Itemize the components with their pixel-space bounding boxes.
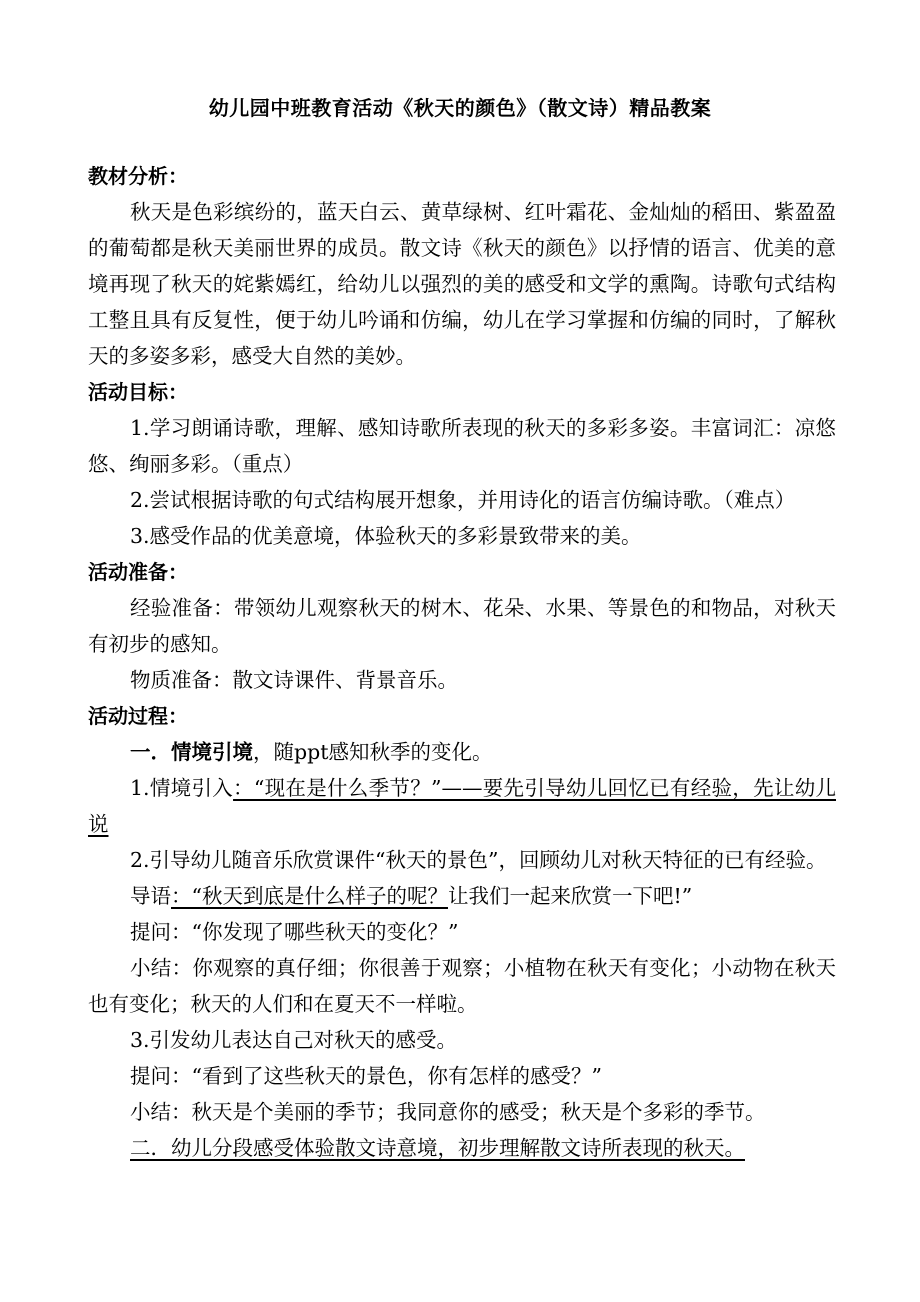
process-guide <box>88 878 836 914</box>
document-body <box>88 158 836 1166</box>
section-2-text: 二．幼儿分段感受体验散文诗意境，初步理解散文诗所表现的秋天。 <box>130 1136 745 1160</box>
experience-preparation: 经验准备：带领幼儿观察秋天的树木、花朵、水果、等景色的和物品，对秋天有初步的感知。 <box>88 596 836 656</box>
process-summary-2: 小结：秋天是个美丽的季节；我同意你的感受；秋天是个多彩的季节。 <box>130 1100 766 1124</box>
step-1-underlined: ：“现在是什么季节？”——要先引导幼儿回忆已有经验，先让幼儿说 <box>88 776 836 836</box>
preparation-heading: 活动准备： <box>88 560 188 584</box>
process-question-2: 提问：“看到了这些秋天的景色，你有怎样的感受？” <box>130 1064 602 1088</box>
section-1-title: 一．情境引境 <box>130 740 253 764</box>
process-step-2: 2.引导幼儿随音乐欣赏课件“秋天的景色”，回顾幼儿对秋天特征的已有经验。 <box>130 848 827 872</box>
guide-prefix: 导语 <box>130 884 171 908</box>
material-analysis-heading: 教材分析： <box>88 164 188 188</box>
process-section-1 <box>88 734 836 770</box>
document-title: 幼儿园中班教育活动《秋天的颜色》（散文诗）精品教案 <box>208 96 712 120</box>
process-step-1 <box>88 770 836 842</box>
material-analysis-paragraph: 秋天是色彩缤纷的，蓝天白云、黄草绿树、红叶霜花、金灿灿的稻田、紫盈盈的葡萄都是秋天美丽世界的成员。散文诗《秋天的颜色》以抒情的语言、优美的意境再现了秋天的姹紫嫣红，给幼儿以强烈的美的感受和文学的熏陶。诗歌句式结构工整且具有反复性，便于幼儿吟诵和仿编，幼儿在学习掌握和仿编的同时，了解秋天的多姿多彩，感受大自然的美妙。 <box>88 200 836 368</box>
guide-underlined: ：“秋天到底是什么样子的呢？ <box>171 884 448 908</box>
material-preparation: 物质准备：散文诗课件、背景音乐。 <box>130 668 458 692</box>
goal-item-1: 1.学习朗诵诗歌，理解、感知诗歌所表现的秋天的多彩多姿。丰富词汇：凉悠悠、绚丽多彩。（重点） <box>88 416 836 476</box>
process-section-2 <box>88 1130 836 1166</box>
goal-item-3: 3.感受作品的优美意境，体验秋天的多彩景致带来的美。 <box>130 524 642 548</box>
guide-rest: 让我们一起来欣赏一下吧!” <box>447 884 693 908</box>
process-summary-1: 小结：你观察的真仔细；你很善于观察；小植物在秋天有变化；小动物在秋天也有变化；秋天的人们和在夏天不一样啦。 <box>88 956 836 1016</box>
process-question-1: 提问：“你发现了哪些秋天的变化？” <box>130 920 459 944</box>
process-step-3: 3.引发幼儿表达自己对秋天的感受。 <box>130 1028 458 1052</box>
goal-item-2: 2.尝试根据诗歌的句式结构展开想象，并用诗化的语言仿编诗歌。（难点） <box>130 488 796 512</box>
process-heading: 活动过程： <box>88 704 188 728</box>
goals-heading: 活动目标： <box>88 380 188 404</box>
step-1-prefix: 1.情境引入 <box>130 776 234 800</box>
section-1-rest: ，随ppt感知秋季的变化。 <box>253 740 493 764</box>
